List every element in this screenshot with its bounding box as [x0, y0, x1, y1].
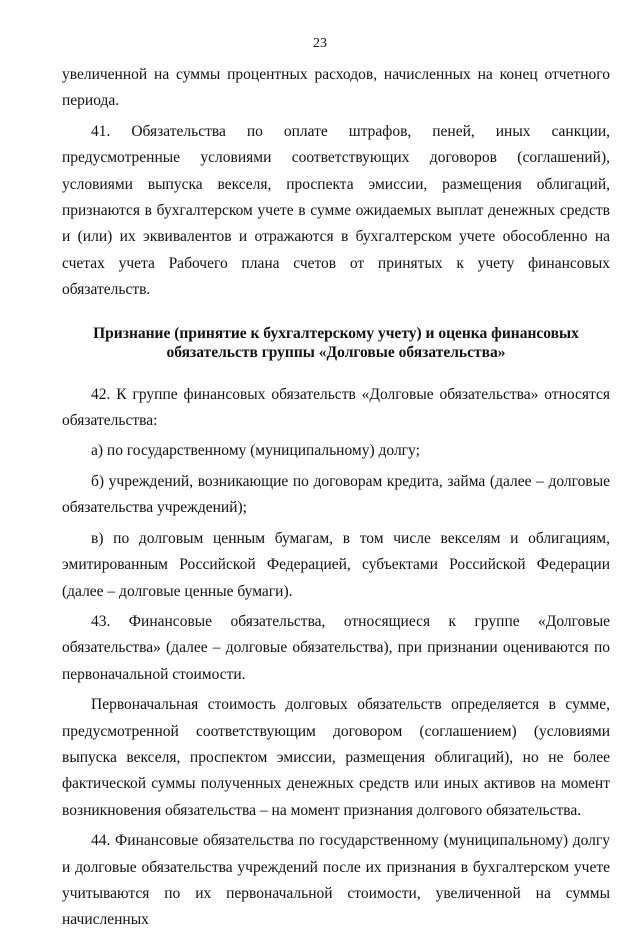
list-item-42b: б) учреждений, возникающие по договорам кредита, займа (далее – долговые обязательства учреждений); [62, 472, 610, 517]
paragraph-continuation: увеличенной на суммы процентных расходов, начисленных на конец отчетного периода. [62, 66, 610, 110]
list-item-42a: а) по государственному (муниципальному) долгу; [91, 442, 420, 460]
paragraph-43: 43. Финансовые обязательства, относящиеся к группе «Долговые обязательства» (далее – долговые обязательства), при признании оцениваются по первоначальной стоимости. [62, 612, 610, 683]
page-number: 23 [313, 36, 327, 51]
section-heading-line-1: Признание (принятие к бухгалтерскому учету) и оценка финансовых [93, 324, 579, 342]
paragraph-43-continued: Первоначальная стоимость долговых обязательств определяется в сумме, предусмотренной соответствующим договором (соглашением) (условиями выпуска векселя, проспектом эмиссии, размещения облигаций), но не более фактической суммы полученных денежных средств или иных активов на момент возникновения обязательства – на момент признания долгового обязательства. [62, 696, 610, 819]
section-heading-line-2: обязательств группы «Долговые обязательства» [166, 343, 506, 361]
section-heading [62, 324, 610, 362]
paragraph-44: 44. Финансовые обязательства по государственному (муниципальному) долгу и долговые обязательства учреждений после их признания в бухгалтерском учете учитываются по их первоначальной стоимости, увеличенной на суммы начисленных [62, 832, 610, 929]
paragraph-41: 41. Обязательства по оплате штрафов, пеней, иных санкции, предусмотренные условиями соответствующих договоров (соглашений), условиями выпуска векселя, проспекта эмиссии, размещения облигаций, признаются в бухгалтерском учете в сумме ожидаемых выплат денежных средств и (или) их эквивалентов и отражаются в бухгалтерском учете обособленно на счетах учета Рабочего плана счетов от принятых к учету финансовых обязательств. [62, 122, 610, 299]
list-item-42c: в) по долговым ценным бумагам, в том числе векселям и облигациям, эмитированным Российской Федерацией, субъектами Российской Федерации (далее – долговые ценные бумаги). [62, 529, 610, 600]
paragraph-42: 42. К группе финансовых обязательств «Долговые обязательства» относятся обязательства: [62, 385, 610, 430]
document-body [62, 62, 610, 934]
